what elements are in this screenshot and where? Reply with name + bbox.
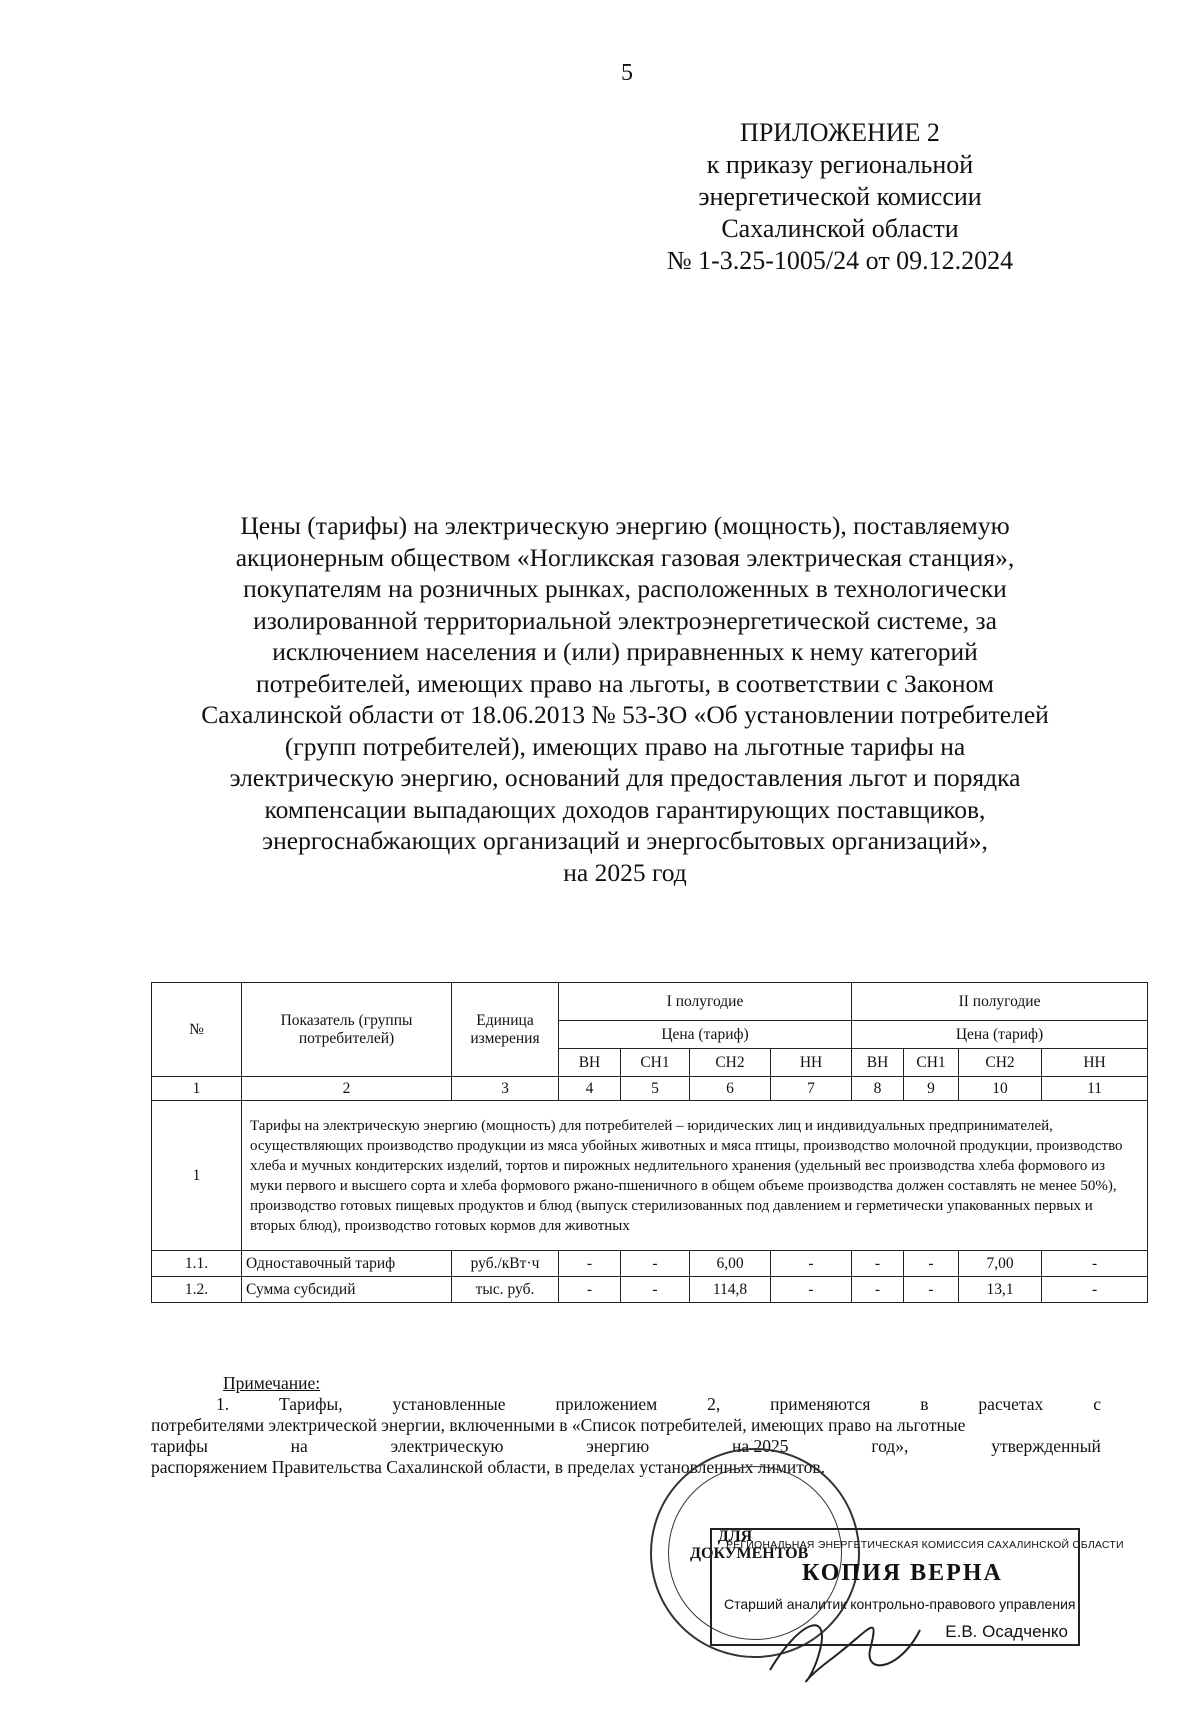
- row-value: 13,1: [959, 1277, 1042, 1303]
- row-unit: тыс. руб.: [452, 1277, 559, 1303]
- col-number: 9: [904, 1077, 959, 1101]
- header-level: ВН: [559, 1049, 621, 1077]
- header-half-1: I полугодие: [559, 983, 852, 1021]
- row-value: -: [1042, 1251, 1148, 1277]
- stamp-copy-verified: КОПИЯ ВЕРНА: [802, 1560, 1003, 1586]
- note-word: на: [290, 1436, 308, 1456]
- title-line: компенсации выпадающих доходов гарантирующих поставщиков,: [264, 794, 986, 824]
- note-word: 2,: [707, 1394, 721, 1414]
- row-value: -: [771, 1277, 852, 1303]
- row-value: -: [621, 1251, 690, 1277]
- tariff-table: [151, 982, 1148, 1303]
- note-word: Тарифы,: [279, 1394, 343, 1414]
- appendix-line: Сахалинской области: [721, 214, 959, 243]
- col-number: 8: [852, 1077, 904, 1101]
- document-title: [140, 510, 1110, 888]
- header-price-2: Цена (тариф): [852, 1021, 1148, 1049]
- row-name: Одноставочный тариф: [242, 1251, 452, 1277]
- col-number: 11: [1042, 1077, 1148, 1101]
- note-word: в: [920, 1394, 929, 1414]
- col-number: 7: [771, 1077, 852, 1101]
- note-word: утвержденный: [991, 1436, 1101, 1456]
- stamp-signatory: Е.В. Осадченко: [945, 1622, 1068, 1641]
- note-word: с: [1093, 1394, 1101, 1414]
- section-description: Тарифы на электрическую энергию (мощность) для потребителей – юридических лиц и индивидуальных предпринимателей, осуществляющих производство продукции из мяса убойных животных и мяса птицы, производство молочной продукции, производство хлеба и мучных кондитерских изделий, тортов и пирожных недлительного хранения (удельный вес производства хлеба формового из муки первого и высшего сорта и хлеба формового ржано-пшеничного в общем объеме производства должен составлять не менее 50%), производство готовых пищевых продуктов и блюд (выпуск стерилизованных под давлением и герметически упакованных первых и вторых блюд), производство готовых кормов для животных: [242, 1101, 1148, 1251]
- header-level: НН: [1042, 1049, 1148, 1077]
- note-word: энергию: [586, 1436, 650, 1456]
- header-level: ВН: [852, 1049, 904, 1077]
- title-line: исключением населения и (или) приравненных к нему категорий: [272, 637, 978, 666]
- title-line: Сахалинской области от 18.06.2013 № 53-ЗО «Об установлении потребителей: [201, 700, 1049, 729]
- note-word: 1.: [216, 1394, 230, 1414]
- header-level: СН1: [621, 1049, 690, 1077]
- row-value: -: [771, 1251, 852, 1277]
- title-line: на 2025 год: [563, 857, 687, 887]
- note-title: Примечание:: [223, 1373, 321, 1393]
- row-num: 1.1.: [152, 1251, 242, 1277]
- page-number: 5: [621, 60, 633, 86]
- appendix-line: к приказу региональной: [706, 150, 974, 179]
- col-number: 10: [959, 1077, 1042, 1101]
- note-word: приложением: [555, 1394, 658, 1414]
- row-unit: руб./кВт·ч: [452, 1251, 559, 1277]
- row-value: -: [559, 1251, 621, 1277]
- row-value: -: [852, 1251, 904, 1277]
- row-value: -: [1042, 1277, 1148, 1303]
- row-value: 7,00: [959, 1251, 1042, 1277]
- seal-docs-label: ДЛЯ ДОКУМЕНТОВ: [690, 1528, 809, 1562]
- note-word: на 2025: [732, 1436, 789, 1456]
- header-level: СН2: [690, 1049, 771, 1077]
- note-word: электрическую: [390, 1436, 504, 1456]
- note-word: установленные: [392, 1394, 506, 1414]
- col-number: 3: [452, 1077, 559, 1101]
- stamp-position: Старший аналитик контрольно-правового управления: [724, 1596, 1076, 1612]
- title-line: Цены (тарифы) на электрическую энергию (мощность), поставляемую: [240, 511, 1010, 540]
- section-num: 1: [152, 1101, 242, 1251]
- header-level: НН: [771, 1049, 852, 1077]
- row-value: -: [904, 1277, 959, 1303]
- title-line: изолированной территориальной электроэнергетической системе, за: [253, 605, 997, 635]
- title-line: акционерным обществом «Ногликская газовая электрическая станция»,: [235, 542, 1015, 572]
- row-value: -: [852, 1277, 904, 1303]
- row-value: -: [904, 1251, 959, 1277]
- table-row: [152, 1277, 1148, 1303]
- note-line: [151, 1394, 1101, 1415]
- header-unit: Единица измерения: [452, 983, 559, 1077]
- col-number: 2: [242, 1077, 452, 1101]
- title-line: покупателям на розничных рынках, расположенных в технологически: [243, 574, 1007, 603]
- note-section: [151, 1373, 1101, 1478]
- col-number: 4: [559, 1077, 621, 1101]
- row-value: -: [559, 1277, 621, 1303]
- table-row: [152, 1251, 1148, 1277]
- row-value: 6,00: [690, 1251, 771, 1277]
- appendix-line: энергетической комиссии: [698, 182, 982, 211]
- note-word: расчетах: [978, 1394, 1044, 1414]
- title-line: электрическую энергию, оснований для предоставления льгот и порядка: [229, 763, 1021, 792]
- header-indicator: Показатель (группы потребителей): [242, 983, 452, 1077]
- col-number: 5: [621, 1077, 690, 1101]
- header-level: СН1: [904, 1049, 959, 1077]
- col-number: 1: [152, 1077, 242, 1101]
- header-num: №: [152, 983, 242, 1077]
- appendix-header: [640, 117, 1040, 277]
- row-name: Сумма субсидий: [242, 1277, 452, 1303]
- note-word: применяются: [770, 1394, 871, 1414]
- title-line: (групп потребителей), имеющих право на льготные тарифы на: [284, 731, 966, 761]
- title-line: потребителей, имеющих право на льготы, в соответствии с Законом: [256, 668, 994, 698]
- note-word: год»,: [871, 1436, 909, 1456]
- row-num: 1.2.: [152, 1277, 242, 1303]
- note-line: потребителями электрической энергии, включенными в «Список потребителей, имеющих право на льготные: [151, 1415, 966, 1435]
- row-value: 114,8: [690, 1277, 771, 1303]
- row-value: -: [621, 1277, 690, 1303]
- col-number: 6: [690, 1077, 771, 1101]
- signature: [760, 1600, 930, 1690]
- appendix-line: ПРИЛОЖЕНИЕ 2: [740, 118, 940, 147]
- header-level: СН2: [959, 1049, 1042, 1077]
- header-price-1: Цена (тариф): [559, 1021, 852, 1049]
- stamp-organization: РЕГИОНАЛЬНАЯ ЭНЕРГЕТИЧЕСКАЯ КОМИССИЯ САХАЛИНСКОЙ ОБЛАСТИ: [726, 1539, 1124, 1551]
- appendix-line: № 1-3.25-1005/24 от 09.12.2024: [666, 246, 1014, 275]
- note-line: распоряжением Правительства Сахалинской области, в пределах установленных лимитов.: [151, 1457, 826, 1477]
- header-half-2: II полугодие: [852, 983, 1148, 1021]
- note-line: [151, 1436, 1101, 1457]
- note-word: тарифы: [151, 1436, 208, 1456]
- title-line: энергоснабжающих организаций и энергосбытовых организаций»,: [262, 826, 988, 855]
